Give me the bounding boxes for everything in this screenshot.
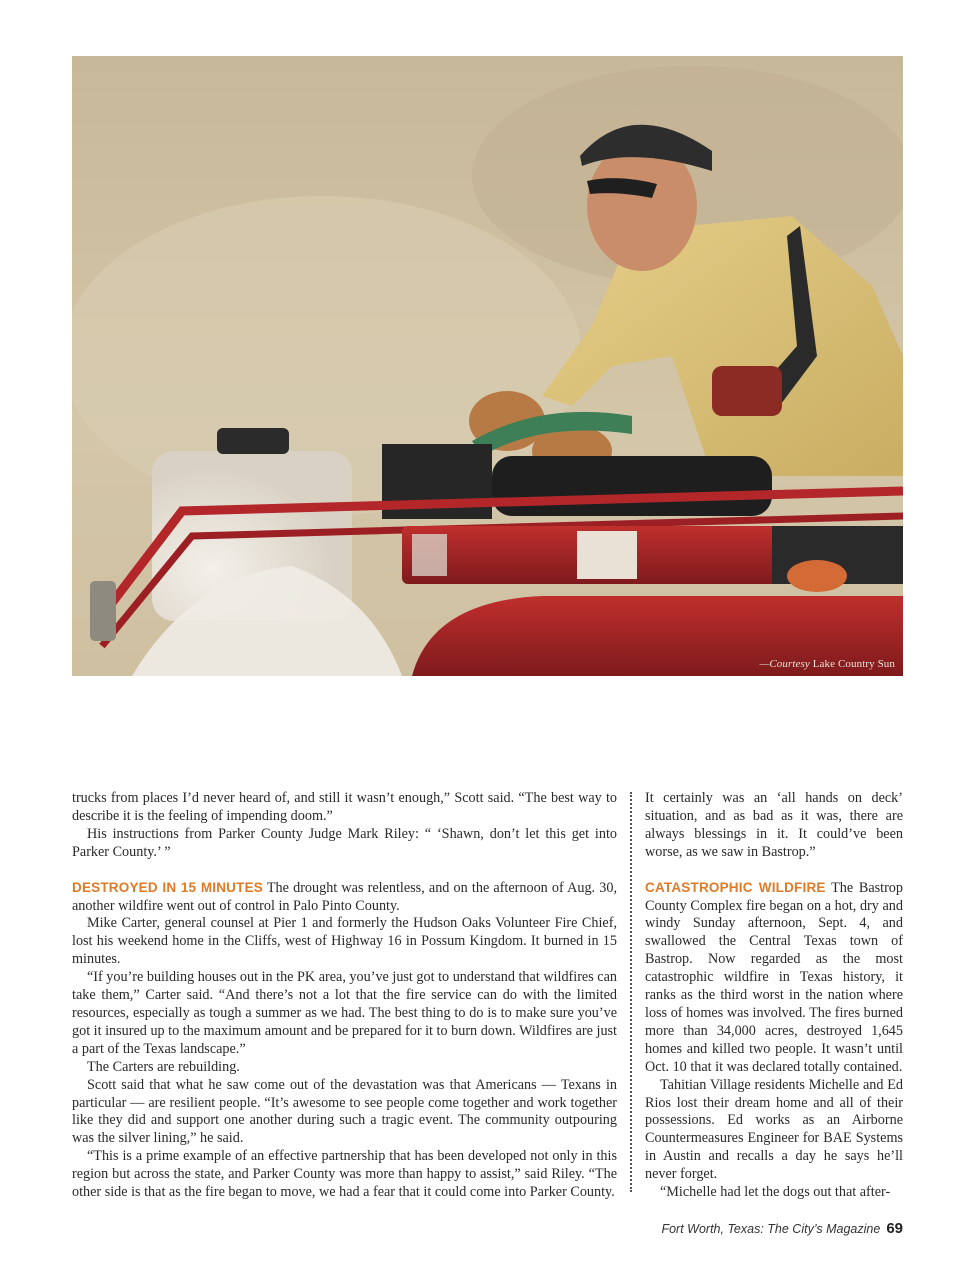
- paragraph: “Michelle had let the dogs out that after-: [660, 1184, 891, 1201]
- firefighter-photo-illustration: [72, 56, 903, 676]
- paragraph: Tahitian Village residents Michelle and Ed Rios lost their dream home and all of their possessions. Ed works as an Airborne Countermeasures Engineer for BAE Systems in Austin and recalls a day he says he’ll never forget.: [645, 1076, 903, 1183]
- column-divider: [630, 792, 632, 1192]
- paragraph: trucks from places I’d never heard of, and still it wasn’t enough,” Scott said. “The best way to describe it is the feeling of impending doom.”: [72, 790, 617, 824]
- publication-name: Fort Worth, Texas: The City’s Magazine: [661, 1222, 881, 1236]
- paragraph: It certainly was an ‘all hands on deck’ situation, and as bad as it was, there are always blessings in it. It could’ve been worse, as we saw in Bastrop.”: [645, 790, 903, 860]
- paragraph: Mike Carter, general counsel at Pier 1 and formerly the Hudson Oaks Volunteer Fire Chief, lost his weekend home in the Cliffs, west of Highway 16 in Possum Kingdom. It burned in 15 minutes.: [72, 915, 617, 968]
- article-column-right: [645, 790, 903, 1202]
- paragraph: Scott said that what he saw come out of the devastation was that Americans — Texans in particular — are resilient people. “It’s awesome to see people come together and work together like they did and support one another during such a tragic event. The community outpouring was the silver lining,” he said.: [72, 1076, 617, 1147]
- section-heading-destroyed: DESTROYED IN 15 MINUTES: [72, 879, 263, 895]
- section-paragraph: [72, 879, 617, 916]
- article-column-left: [72, 790, 617, 1202]
- photo-credit: [759, 658, 895, 670]
- section-text: The Bastrop County Complex fire began on a hot, dry and windy Sunday afternoon, Sept. 4, and swallowed the Central Texas town of Bastrop. Now regarded as the most catastrophic wildfire in Texas history, it ranks as the third worst in the nation where loss of homes was involved. The fires burned more than 34,000 acres, destroyed 1,645 homes and killed two people. It wasn’t until Oct. 10 that it was declared totally contained.: [645, 879, 903, 1075]
- section-paragraph: [645, 879, 903, 1077]
- photo-credit-source: Lake Country Sun: [812, 658, 895, 670]
- page-footer: [661, 1220, 903, 1237]
- page-number: 69: [886, 1220, 903, 1237]
- paragraph: “This is a prime example of an effective partnership that has been developed not only in this region but across the state, and Parker County was more than happy to assist,” said Riley. “The other side is that as the fire began to move, we had a fear that it could come into Parker County.: [72, 1148, 617, 1201]
- feature-photo: [72, 56, 903, 676]
- paragraph: The Carters are rebuilding.: [87, 1058, 240, 1075]
- paragraph: His instructions from Parker County Judge Mark Riley: “ ‘Shawn, don’t let this get into Parker County.’ ”: [72, 825, 617, 860]
- paragraph: “If you’re building houses out in the PK area, you’ve just got to understand that wildfires can take them,” Carter said. “And there’s not a lot that the fire service can do with the limited resources, especially as tough a summer as we had. The best thing to do is to make sure you’ve got it insured up to the maximum amount and be prepared for it to burn down. Wildfires are just a part of the Texas landscape.”: [72, 969, 617, 1057]
- section-text: The drought was relentless, and on the afternoon of Aug. 30, another wildfire went out of control in Palo Pinto County.: [72, 879, 617, 914]
- section-heading-catastrophic: CATASTROPHIC WILDFIRE: [645, 879, 826, 895]
- photo-credit-prefix: —Courtesy: [759, 658, 810, 670]
